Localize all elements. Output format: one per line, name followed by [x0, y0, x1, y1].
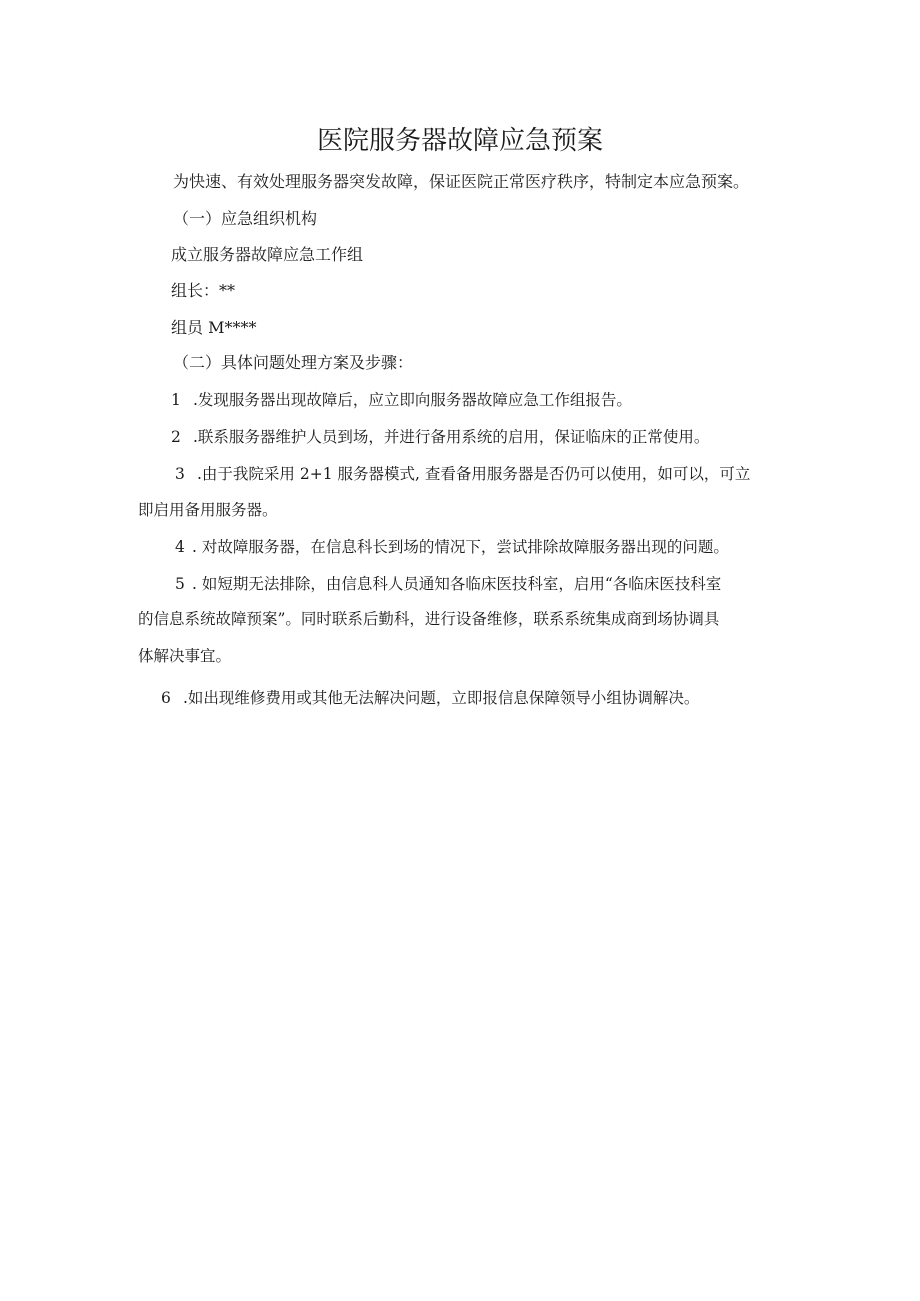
step-4: [175, 537, 729, 557]
step-number: 2: [171, 428, 181, 446]
step-number: 6: [161, 689, 171, 707]
document-title: 医院服务器故障应急预案: [316, 126, 603, 156]
step-number: 1: [171, 391, 181, 409]
step-number: 4: [175, 538, 185, 556]
step-text: .发现服务器出现故障后，应立即向服务器故障应急工作组报告。: [193, 391, 632, 409]
step-5-continuation-1: 的信息系统故障预案”。同时联系后勤科，进行设备维修，联系系统集成商到场协调具: [138, 610, 720, 628]
section-2-heading: （二）具体问题处理方案及步骤：: [173, 353, 414, 372]
step-6: [161, 688, 699, 708]
org-line-members: 组员 M****: [171, 318, 257, 337]
step-text: . 如短期无法排除，由信息科人员通知各临床医技科室，启用“各临床医技科室: [192, 575, 722, 593]
step-5: [175, 574, 721, 594]
step-text: .联系服务器维护人员到场，并进行备用系统的启用，保证临床的正常使用。: [193, 428, 710, 446]
step-number: 5: [175, 575, 185, 593]
step-2: [171, 427, 709, 447]
section-1-heading: （一）应急组织机构: [173, 209, 318, 228]
step-3: [175, 464, 750, 484]
step-text: .如出现维修费用或其他无法解决问题，立即报信息保障领导小组协调解决。: [183, 689, 700, 707]
step-number: 3: [175, 465, 185, 483]
step-text: . 对故障服务器，在信息科长到场的情况下，尝试排除故障服务器出现的问题。: [192, 538, 729, 556]
step-1: [171, 390, 632, 410]
step-3-continuation: 即启用备用服务器。: [138, 501, 278, 519]
org-line-workgroup: 成立服务器故障应急工作组: [171, 245, 364, 264]
intro-paragraph: 为快速、有效处理服务器突发故障，保证医院正常医疗秩序，特制定本应急预案。: [173, 172, 750, 191]
step-5-continuation-2: 体解决事宜。: [138, 647, 232, 665]
org-line-leader: 组长：**: [171, 281, 236, 300]
step-text: .由于我院采用 2+1 服务器模式, 查看备用服务器是否仍可以使用，如可以，可立: [197, 465, 751, 483]
